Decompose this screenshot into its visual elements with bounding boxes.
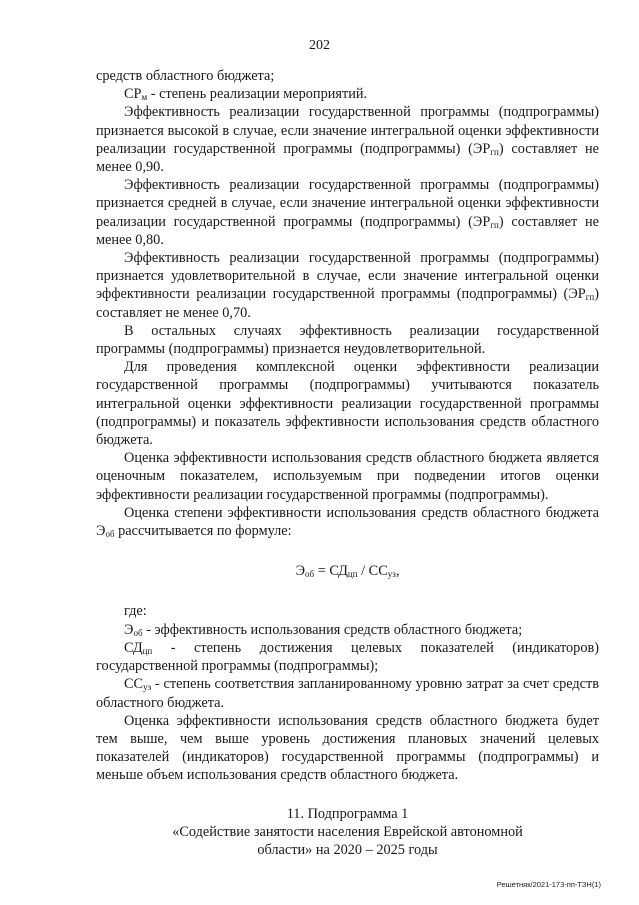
paragraph-formula-intro: Оценка степени эффективности использования средств областного бюджета $Э_{об}$ рассчитывается по формуле:	[96, 504, 599, 540]
section-heading-title: «Содействие занятости населения Еврейской автономной	[172, 823, 523, 840]
where-label: где:	[124, 603, 147, 620]
paragraph-spm-definition: $СР_м$ - степень реализации мероприятий.	[124, 86, 368, 103]
paragraph-unsatisfactory: В остальных случаях эффективность реализации государственной программы (подпрограммы) признается неудовлетворительной.	[96, 322, 599, 358]
paragraph-closing: Оценка эффективности использования средств областного бюджета будет тем выше, чем выше уровень достижения плановых значений целевых показателей (индикаторов) государственной программы (подпрограммы) и меньше объем использования средств областного бюджета.	[96, 712, 599, 784]
paragraph-budget-funds: средств областного бюджета;	[96, 68, 275, 84]
paragraph-budget-evaluation: Оценка эффективности использования средств областного бюджета является оценочным показателем, используемым при подведении итогов оценки эффективности реализации государственной программы (подпрограммы).	[96, 450, 599, 503]
formula: $Э_{об} = СД_{цп} / СС_{уз}$,	[295, 563, 400, 580]
document-body	[96, 67, 599, 859]
section-heading-number: 11. Подпрограмма 1	[286, 805, 409, 822]
paragraph-high-efficiency: Эффективность реализации государственной программы (подпрограммы) признается высокой в случае, если значение интегральной оценки эффективности реализации государственной программы (подпрограммы) $(ЭР_{гп})$ составляет не менее 0,90.	[96, 104, 599, 176]
definition-ssuz: $СС_{уз}$ - степень соответствия запланированному уровню затрат за счет средств областного бюджета.	[96, 676, 599, 711]
definition-eob: $Э_{об}$ - эффективность использования средств областного бюджета;	[124, 621, 523, 638]
footer-reference: Решетняк/2021-173-пп-ТЗН(1)	[496, 880, 601, 889]
section-heading-years: области» на 2020 – 2025 годы	[257, 841, 438, 858]
paragraph-medium-efficiency: Эффективность реализации государственной программы (подпрограммы) признается средней в случае, если значение интегральной оценки эффективности реализации государственной программы (подпрограммы) $(ЭР_{гп})$ составляет не менее 0,80.	[96, 177, 599, 248]
definition-sdcp: $СД_{цп}$ - степень достижения целевых показателей (индикаторов) государственной программы (подпрограммы);	[96, 639, 599, 675]
paragraph-satisfactory-efficiency: Эффективность реализации государственной программы (подпрограммы) признается удовлетворительной в случае, если значение интегральной оценки эффективности реализации государственной программы (подпрограммы) $(ЭР_{гп})$ составляет не менее 0,70.	[96, 250, 599, 321]
page-number: 202	[309, 38, 330, 53]
paragraph-complex-assessment: Для проведения комплексной оценки эффективности реализации государственной программы (подпрограммы) учитываются показатель интегральной оценки эффективности реализации государственной программы (подпрограммы) и показатель эффективности использования средств областного бюджета.	[96, 359, 599, 449]
